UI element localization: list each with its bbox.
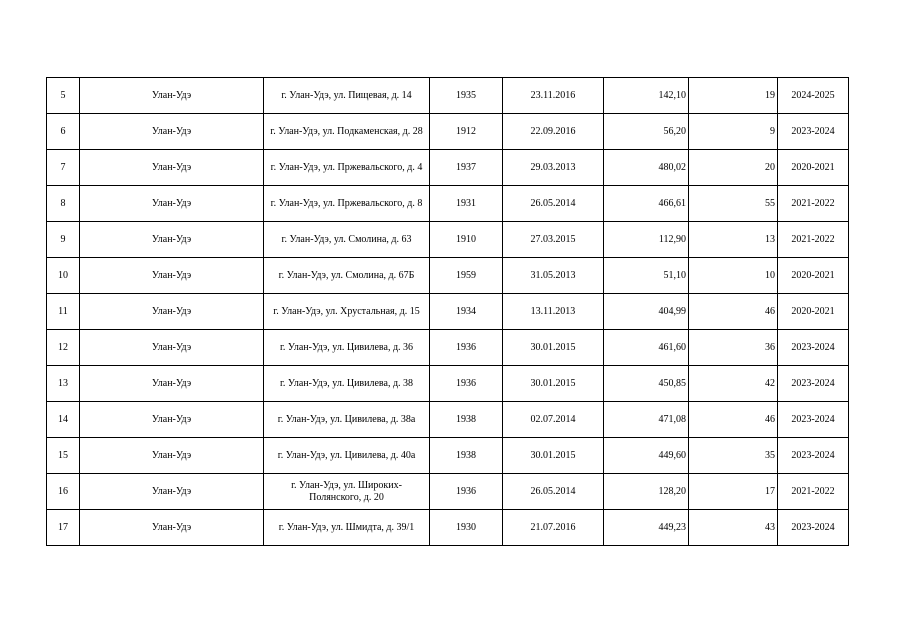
cell-inspection-date: 27.03.2015: [503, 222, 604, 258]
cell-address: г. Улан-Удэ, ул. Пищевая, д. 14: [264, 78, 430, 114]
cell-period: 2023-2024: [778, 366, 849, 402]
table-row: [47, 366, 849, 402]
table-row: [47, 222, 849, 258]
cell-year-built: 1931: [430, 186, 503, 222]
cell-area: 56,20: [604, 114, 689, 150]
cell-area: 449,60: [604, 438, 689, 474]
cell-city: Улан-Удэ: [80, 78, 264, 114]
cell-area: 142,10: [604, 78, 689, 114]
cell-inspection-date: 26.05.2014: [503, 186, 604, 222]
cell-inspection-date: 31.05.2013: [503, 258, 604, 294]
cell-city: Улан-Удэ: [80, 258, 264, 294]
cell-city: Улан-Удэ: [80, 114, 264, 150]
cell-residents: 46: [689, 294, 778, 330]
cell-row-number: 14: [47, 402, 80, 438]
cell-address: г. Улан-Удэ, ул. Цивилева, д. 38а: [264, 402, 430, 438]
cell-address: г. Улан-Удэ, ул. Широких-Полянского, д. 20: [264, 474, 430, 510]
cell-residents: 42: [689, 366, 778, 402]
table-row: [47, 474, 849, 510]
cell-inspection-date: 22.09.2016: [503, 114, 604, 150]
cell-inspection-date: 02.07.2014: [503, 402, 604, 438]
cell-residents: 13: [689, 222, 778, 258]
cell-inspection-date: 30.01.2015: [503, 330, 604, 366]
cell-residents: 36: [689, 330, 778, 366]
cell-address: г. Улан-Удэ, ул. Цивилева, д. 40а: [264, 438, 430, 474]
cell-residents: 43: [689, 510, 778, 546]
table-body: [47, 78, 849, 546]
cell-row-number: 12: [47, 330, 80, 366]
cell-year-built: 1938: [430, 402, 503, 438]
cell-city: Улан-Удэ: [80, 510, 264, 546]
cell-year-built: 1938: [430, 438, 503, 474]
table-row: [47, 114, 849, 150]
cell-city: Улан-Удэ: [80, 366, 264, 402]
cell-period: 2020-2021: [778, 258, 849, 294]
cell-area: 51,10: [604, 258, 689, 294]
cell-inspection-date: 29.03.2013: [503, 150, 604, 186]
cell-inspection-date: 30.01.2015: [503, 366, 604, 402]
cell-residents: 17: [689, 474, 778, 510]
cell-year-built: 1934: [430, 294, 503, 330]
table-row: [47, 150, 849, 186]
cell-address: г. Улан-Удэ, ул. Подкаменская, д. 28: [264, 114, 430, 150]
cell-address: г. Улан-Удэ, ул. Цивилева, д. 36: [264, 330, 430, 366]
cell-year-built: 1959: [430, 258, 503, 294]
cell-city: Улан-Удэ: [80, 150, 264, 186]
cell-area: 480,02: [604, 150, 689, 186]
cell-residents: 46: [689, 402, 778, 438]
table-row: [47, 258, 849, 294]
cell-address: г. Улан-Удэ, ул. Шмидта, д. 39/1: [264, 510, 430, 546]
cell-row-number: 7: [47, 150, 80, 186]
table-row: [47, 402, 849, 438]
cell-row-number: 9: [47, 222, 80, 258]
cell-residents: 35: [689, 438, 778, 474]
cell-row-number: 13: [47, 366, 80, 402]
cell-year-built: 1936: [430, 366, 503, 402]
cell-year-built: 1912: [430, 114, 503, 150]
cell-period: 2021-2022: [778, 186, 849, 222]
cell-inspection-date: 26.05.2014: [503, 474, 604, 510]
cell-year-built: 1935: [430, 78, 503, 114]
table-row: [47, 186, 849, 222]
cell-row-number: 11: [47, 294, 80, 330]
cell-address: г. Улан-Удэ, ул. Хрустальная, д. 15: [264, 294, 430, 330]
cell-period: 2023-2024: [778, 438, 849, 474]
cell-city: Улан-Удэ: [80, 474, 264, 510]
cell-area: 450,85: [604, 366, 689, 402]
cell-inspection-date: 30.01.2015: [503, 438, 604, 474]
cell-address: г. Улан-Удэ, ул. Смолина, д. 67Б: [264, 258, 430, 294]
cell-year-built: 1936: [430, 330, 503, 366]
cell-inspection-date: 21.07.2016: [503, 510, 604, 546]
cell-year-built: 1930: [430, 510, 503, 546]
cell-city: Улан-Удэ: [80, 186, 264, 222]
cell-residents: 20: [689, 150, 778, 186]
cell-row-number: 10: [47, 258, 80, 294]
table-row: [47, 510, 849, 546]
cell-address: г. Улан-Удэ, ул. Пржевальского, д. 4: [264, 150, 430, 186]
housing-table: [46, 77, 849, 546]
cell-row-number: 6: [47, 114, 80, 150]
cell-period: 2023-2024: [778, 402, 849, 438]
table-row: [47, 330, 849, 366]
cell-area: 128,20: [604, 474, 689, 510]
cell-row-number: 8: [47, 186, 80, 222]
cell-residents: 19: [689, 78, 778, 114]
cell-address: г. Улан-Удэ, ул. Пржевальского, д. 8: [264, 186, 430, 222]
cell-city: Улан-Удэ: [80, 294, 264, 330]
cell-period: 2024-2025: [778, 78, 849, 114]
cell-city: Улан-Удэ: [80, 330, 264, 366]
cell-year-built: 1937: [430, 150, 503, 186]
cell-area: 449,23: [604, 510, 689, 546]
cell-year-built: 1936: [430, 474, 503, 510]
cell-period: 2021-2022: [778, 222, 849, 258]
cell-period: 2020-2021: [778, 150, 849, 186]
cell-area: 471,08: [604, 402, 689, 438]
cell-row-number: 16: [47, 474, 80, 510]
cell-period: 2023-2024: [778, 114, 849, 150]
cell-period: 2020-2021: [778, 294, 849, 330]
table-row: [47, 438, 849, 474]
table-row: [47, 294, 849, 330]
table-row: [47, 78, 849, 114]
cell-inspection-date: 23.11.2016: [503, 78, 604, 114]
cell-row-number: 5: [47, 78, 80, 114]
cell-residents: 55: [689, 186, 778, 222]
cell-row-number: 17: [47, 510, 80, 546]
cell-area: 466,61: [604, 186, 689, 222]
cell-period: 2021-2022: [778, 474, 849, 510]
cell-area: 112,90: [604, 222, 689, 258]
cell-year-built: 1910: [430, 222, 503, 258]
cell-city: Улан-Удэ: [80, 438, 264, 474]
cell-area: 461,60: [604, 330, 689, 366]
cell-period: 2023-2024: [778, 510, 849, 546]
cell-city: Улан-Удэ: [80, 402, 264, 438]
cell-address: г. Улан-Удэ, ул. Цивилева, д. 38: [264, 366, 430, 402]
cell-period: 2023-2024: [778, 330, 849, 366]
cell-address: г. Улан-Удэ, ул. Смолина, д. 63: [264, 222, 430, 258]
cell-residents: 10: [689, 258, 778, 294]
cell-row-number: 15: [47, 438, 80, 474]
cell-inspection-date: 13.11.2013: [503, 294, 604, 330]
cell-area: 404,99: [604, 294, 689, 330]
cell-city: Улан-Удэ: [80, 222, 264, 258]
cell-residents: 9: [689, 114, 778, 150]
